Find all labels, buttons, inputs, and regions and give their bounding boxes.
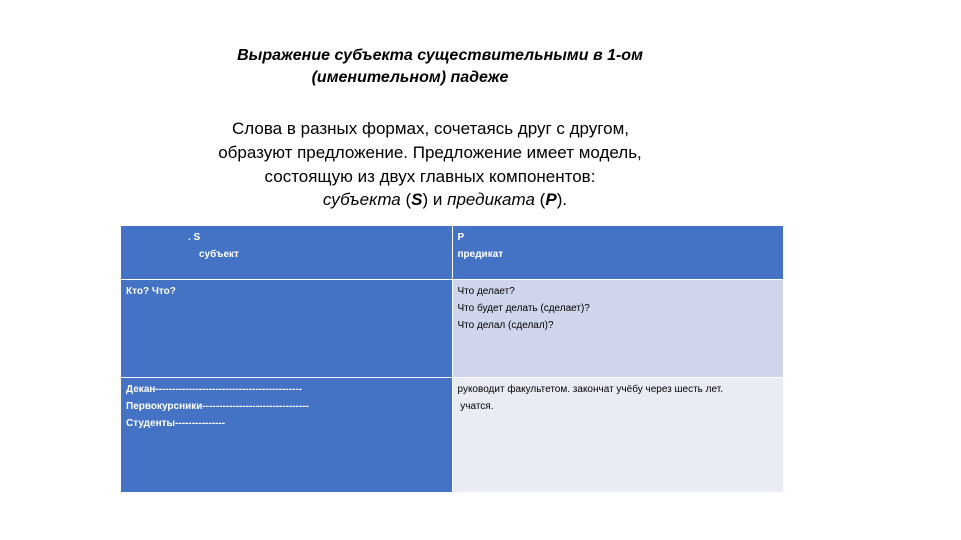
intro-line1: Слова в разных формах, сочетаясь друг с другом,	[232, 119, 630, 138]
row2-subject-line: Первокурсники--------------------------------	[126, 401, 309, 412]
row2-subject-cell	[121, 378, 453, 493]
row1-predicate-line: Что делал (сделал)?	[457, 320, 554, 331]
row2-subject-line: Студенты---------------	[126, 418, 226, 429]
table-row	[121, 280, 784, 378]
and-word: и	[432, 190, 443, 209]
row1-predicate-line: Что будет делать (сделает)?	[457, 303, 590, 314]
subject-letter: S	[411, 190, 423, 209]
row1-predicate-line: Что делает?	[457, 286, 515, 297]
row2-predicate-line: руководит факультетом. закончат учёбу через шесть лет.	[457, 384, 723, 395]
slide-title-line1: Выражение субъекта существительными в 1-ом	[237, 47, 643, 64]
intro-line3: состоящую из двух главных компонентов:	[264, 167, 596, 186]
subject-predicate-table	[120, 225, 784, 493]
predicate-letter: P	[545, 190, 557, 209]
predicate-word: предиката	[447, 190, 535, 209]
intro-line4: субъекта (S) и предиката (P).	[322, 190, 568, 209]
header-subject-cell	[121, 226, 453, 280]
table-row	[121, 378, 784, 493]
table-header-row	[121, 226, 784, 280]
row2-subject-line: Декан--------------------------------------------	[126, 384, 302, 395]
row1-subject-text: Кто? Что?	[126, 286, 176, 297]
header-subject-label: субъект	[199, 249, 239, 260]
header-subject-letter: . S	[188, 232, 201, 243]
intro-line2: образуют предложение. Предложение имеет модель,	[218, 143, 642, 162]
row1-subject-cell	[121, 280, 453, 378]
row2-predicate-cell	[452, 378, 784, 493]
header-predicate-letter: P	[457, 232, 465, 243]
slide-title-line2: (именительном) падеже	[311, 69, 509, 86]
header-predicate-label: предикат	[457, 249, 504, 260]
header-predicate-cell	[452, 226, 784, 280]
subject-word: субъекта	[322, 190, 401, 209]
row2-predicate-line: учатся.	[457, 401, 494, 412]
row1-predicate-cell	[452, 280, 784, 378]
